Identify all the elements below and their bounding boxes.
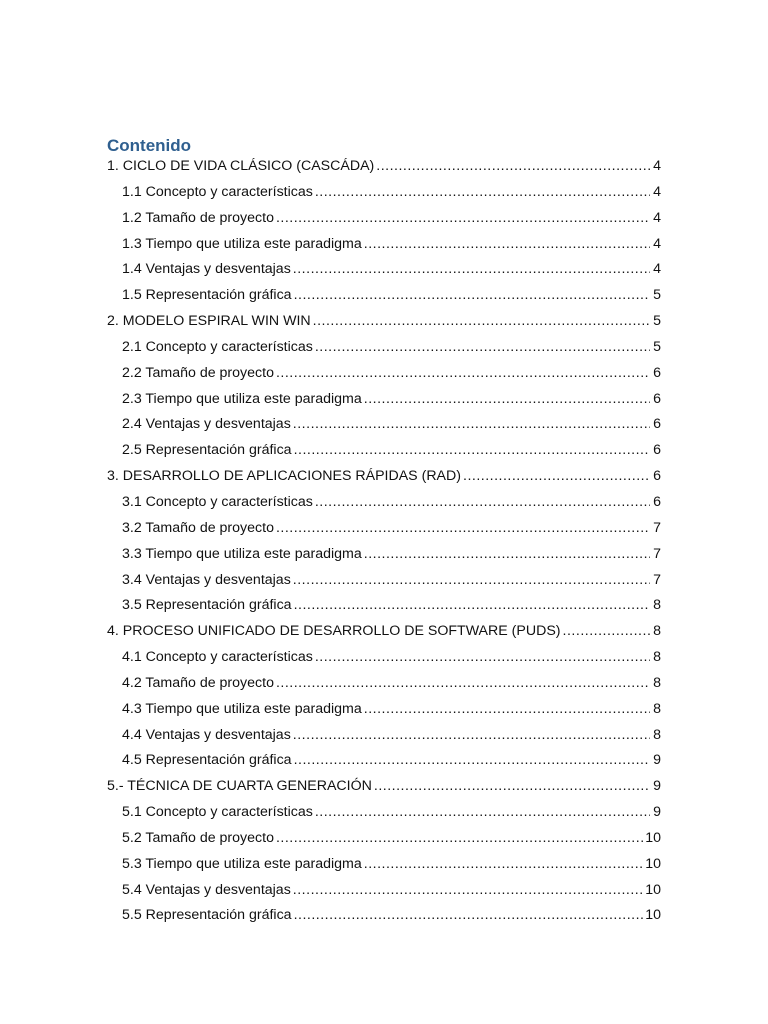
toc-page-number: 5 bbox=[653, 287, 661, 304]
toc-entry-title: 4. PROCESO UNIFICADO DE DESARROLLO DE SOFTWARE (PUDS) bbox=[107, 623, 561, 640]
toc-dot-leader bbox=[294, 596, 650, 614]
toc-page-number: 4 bbox=[653, 209, 661, 226]
toc-entry-title: 5.1 Concepto y características bbox=[122, 804, 313, 821]
toc-page-number: 6 bbox=[653, 493, 661, 510]
toc-page-number: 6 bbox=[653, 416, 661, 433]
toc-dot-leader bbox=[315, 338, 650, 356]
toc-subsection-entry[interactable] bbox=[107, 493, 661, 519]
toc-entry-title: 2.3 Tiempo que utiliza este paradigma bbox=[122, 390, 362, 407]
toc-page-number: 7 bbox=[653, 571, 661, 588]
toc-page-number: 9 bbox=[653, 778, 661, 795]
toc-page-number: 4 bbox=[653, 261, 661, 278]
toc-subsection-entry[interactable] bbox=[107, 855, 661, 881]
toc-list bbox=[107, 157, 661, 932]
toc-page-number: 4 bbox=[653, 183, 661, 200]
toc-dot-leader bbox=[276, 674, 650, 692]
toc-subsection-entry[interactable] bbox=[107, 881, 661, 907]
toc-page-number: 6 bbox=[653, 468, 661, 485]
toc-subsection-entry[interactable] bbox=[107, 441, 661, 467]
toc-dot-leader bbox=[315, 648, 650, 666]
toc-dot-leader bbox=[315, 493, 650, 511]
toc-dot-leader bbox=[293, 726, 650, 744]
toc-page-number: 10 bbox=[645, 829, 661, 846]
toc-dot-leader bbox=[463, 467, 650, 485]
toc-subsection-entry[interactable] bbox=[107, 209, 661, 235]
toc-section-entry[interactable] bbox=[107, 312, 661, 338]
toc-dot-leader bbox=[364, 390, 650, 408]
toc-section-entry[interactable] bbox=[107, 467, 661, 493]
toc-entry-title: 3.1 Concepto y características bbox=[122, 493, 313, 510]
toc-entry-title: 4.5 Representación gráfica bbox=[122, 752, 292, 769]
toc-subsection-entry[interactable] bbox=[107, 415, 661, 441]
toc-subsection-entry[interactable] bbox=[107, 803, 661, 829]
toc-title: Contenido bbox=[107, 136, 192, 155]
toc-page-number: 5 bbox=[653, 338, 661, 355]
toc-subsection-entry[interactable] bbox=[107, 571, 661, 597]
toc-subsection-entry[interactable] bbox=[107, 751, 661, 777]
toc-entry-title: 5.3 Tiempo que utiliza este paradigma bbox=[122, 855, 362, 872]
toc-subsection-entry[interactable] bbox=[107, 364, 661, 390]
toc-subsection-entry[interactable] bbox=[107, 260, 661, 286]
toc-page-number: 6 bbox=[653, 442, 661, 459]
toc-subsection-entry[interactable] bbox=[107, 596, 661, 622]
toc-entry-title: 1.3 Tiempo que utiliza este paradigma bbox=[122, 235, 362, 252]
toc-entry-title: 4.3 Tiempo que utiliza este paradigma bbox=[122, 700, 362, 717]
toc-dot-leader bbox=[293, 260, 650, 278]
toc-subsection-entry[interactable] bbox=[107, 829, 661, 855]
toc-subsection-entry[interactable] bbox=[107, 674, 661, 700]
toc-entry-title: 5.2 Tamaño de proyecto bbox=[122, 829, 274, 846]
toc-page-number: 10 bbox=[645, 855, 661, 872]
toc-page-number: 8 bbox=[653, 649, 661, 666]
toc-entry-title: 2.5 Representación gráfica bbox=[122, 442, 292, 459]
toc-entry-title: 1.5 Representación gráfica bbox=[122, 287, 292, 304]
toc-dot-leader bbox=[293, 415, 650, 433]
toc-section-entry[interactable] bbox=[107, 777, 661, 803]
toc-page-number: 7 bbox=[653, 545, 661, 562]
toc-entry-title: 3.4 Ventajas y desventajas bbox=[122, 571, 291, 588]
toc-dot-leader bbox=[313, 312, 650, 330]
toc-dot-leader bbox=[364, 855, 643, 873]
toc-entry-title: 5.5 Representación gráfica bbox=[122, 907, 292, 924]
toc-entry-title: 3.5 Representación gráfica bbox=[122, 597, 292, 614]
toc-dot-leader bbox=[293, 571, 650, 589]
toc-section-entry[interactable] bbox=[107, 157, 661, 183]
table-of-contents bbox=[107, 136, 661, 932]
toc-subsection-entry[interactable] bbox=[107, 545, 661, 571]
toc-subsection-entry[interactable] bbox=[107, 700, 661, 726]
toc-dot-leader bbox=[563, 622, 650, 640]
toc-section-entry[interactable] bbox=[107, 622, 661, 648]
toc-entry-title: 2.1 Concepto y características bbox=[122, 338, 313, 355]
toc-subsection-entry[interactable] bbox=[107, 235, 661, 261]
toc-entry-title: 4.2 Tamaño de proyecto bbox=[122, 674, 274, 691]
toc-entry-title: 2.4 Ventajas y desventajas bbox=[122, 416, 291, 433]
toc-page-number: 4 bbox=[653, 235, 661, 252]
toc-dot-leader bbox=[376, 157, 650, 175]
toc-subsection-entry[interactable] bbox=[107, 338, 661, 364]
toc-dot-leader bbox=[364, 700, 650, 718]
toc-subsection-entry[interactable] bbox=[107, 183, 661, 209]
toc-dot-leader bbox=[294, 751, 650, 769]
toc-page-number: 5 bbox=[653, 313, 661, 330]
toc-dot-leader bbox=[276, 829, 643, 847]
toc-page-number: 6 bbox=[653, 390, 661, 407]
toc-entry-title: 4.1 Concepto y características bbox=[122, 649, 313, 666]
toc-entry-title: 2. MODELO ESPIRAL WIN WIN bbox=[107, 313, 311, 330]
toc-entry-title: 2.2 Tamaño de proyecto bbox=[122, 364, 274, 381]
toc-page-number: 8 bbox=[653, 623, 661, 640]
toc-subsection-entry[interactable] bbox=[107, 390, 661, 416]
toc-subsection-entry[interactable] bbox=[107, 519, 661, 545]
toc-page-number: 10 bbox=[645, 881, 661, 898]
toc-entry-title: 1.2 Tamaño de proyecto bbox=[122, 209, 274, 226]
toc-dot-leader bbox=[374, 777, 650, 795]
toc-entry-title: 4.4 Ventajas y desventajas bbox=[122, 726, 291, 743]
toc-dot-leader bbox=[276, 209, 650, 227]
toc-dot-leader bbox=[364, 545, 650, 563]
toc-dot-leader bbox=[315, 183, 650, 201]
toc-subsection-entry[interactable] bbox=[107, 648, 661, 674]
toc-page-number: 9 bbox=[653, 804, 661, 821]
toc-entry-title: 5.4 Ventajas y desventajas bbox=[122, 881, 291, 898]
toc-page-number: 6 bbox=[653, 364, 661, 381]
toc-entry-title: 5.- TÉCNICA DE CUARTA GENERACIÓN bbox=[107, 778, 372, 795]
toc-dot-leader bbox=[276, 364, 650, 382]
toc-subsection-entry[interactable] bbox=[107, 726, 661, 752]
toc-page-number: 9 bbox=[653, 752, 661, 769]
toc-entry-title: 3. DESARROLLO DE APLICACIONES RÁPIDAS (RAD) bbox=[107, 468, 461, 485]
toc-dot-leader bbox=[293, 881, 643, 899]
toc-entry-title: 1.4 Ventajas y desventajas bbox=[122, 261, 291, 278]
toc-dot-leader bbox=[315, 803, 650, 821]
toc-page-number: 8 bbox=[653, 700, 661, 717]
toc-dot-leader bbox=[364, 235, 650, 253]
toc-page-number: 8 bbox=[653, 674, 661, 691]
toc-page-number: 7 bbox=[653, 519, 661, 536]
toc-page-number: 10 bbox=[645, 907, 661, 924]
toc-page-number: 4 bbox=[653, 158, 661, 174]
toc-dot-leader bbox=[294, 906, 644, 924]
toc-page-number: 8 bbox=[653, 726, 661, 743]
toc-dot-leader bbox=[276, 519, 650, 537]
toc-subsection-entry[interactable] bbox=[107, 286, 661, 312]
toc-entry-title: 3.2 Tamaño de proyecto bbox=[122, 519, 274, 536]
toc-entry-title: 1.1 Concepto y características bbox=[122, 183, 313, 200]
toc-entry-title: 3.3 Tiempo que utiliza este paradigma bbox=[122, 545, 362, 562]
toc-page-number: 8 bbox=[653, 597, 661, 614]
toc-dot-leader bbox=[294, 441, 650, 459]
toc-subsection-entry[interactable] bbox=[107, 906, 661, 932]
toc-entry-title: 1. CICLO DE VIDA CLÁSICO (CASCÁDA) bbox=[107, 158, 375, 174]
toc-dot-leader bbox=[294, 286, 650, 304]
